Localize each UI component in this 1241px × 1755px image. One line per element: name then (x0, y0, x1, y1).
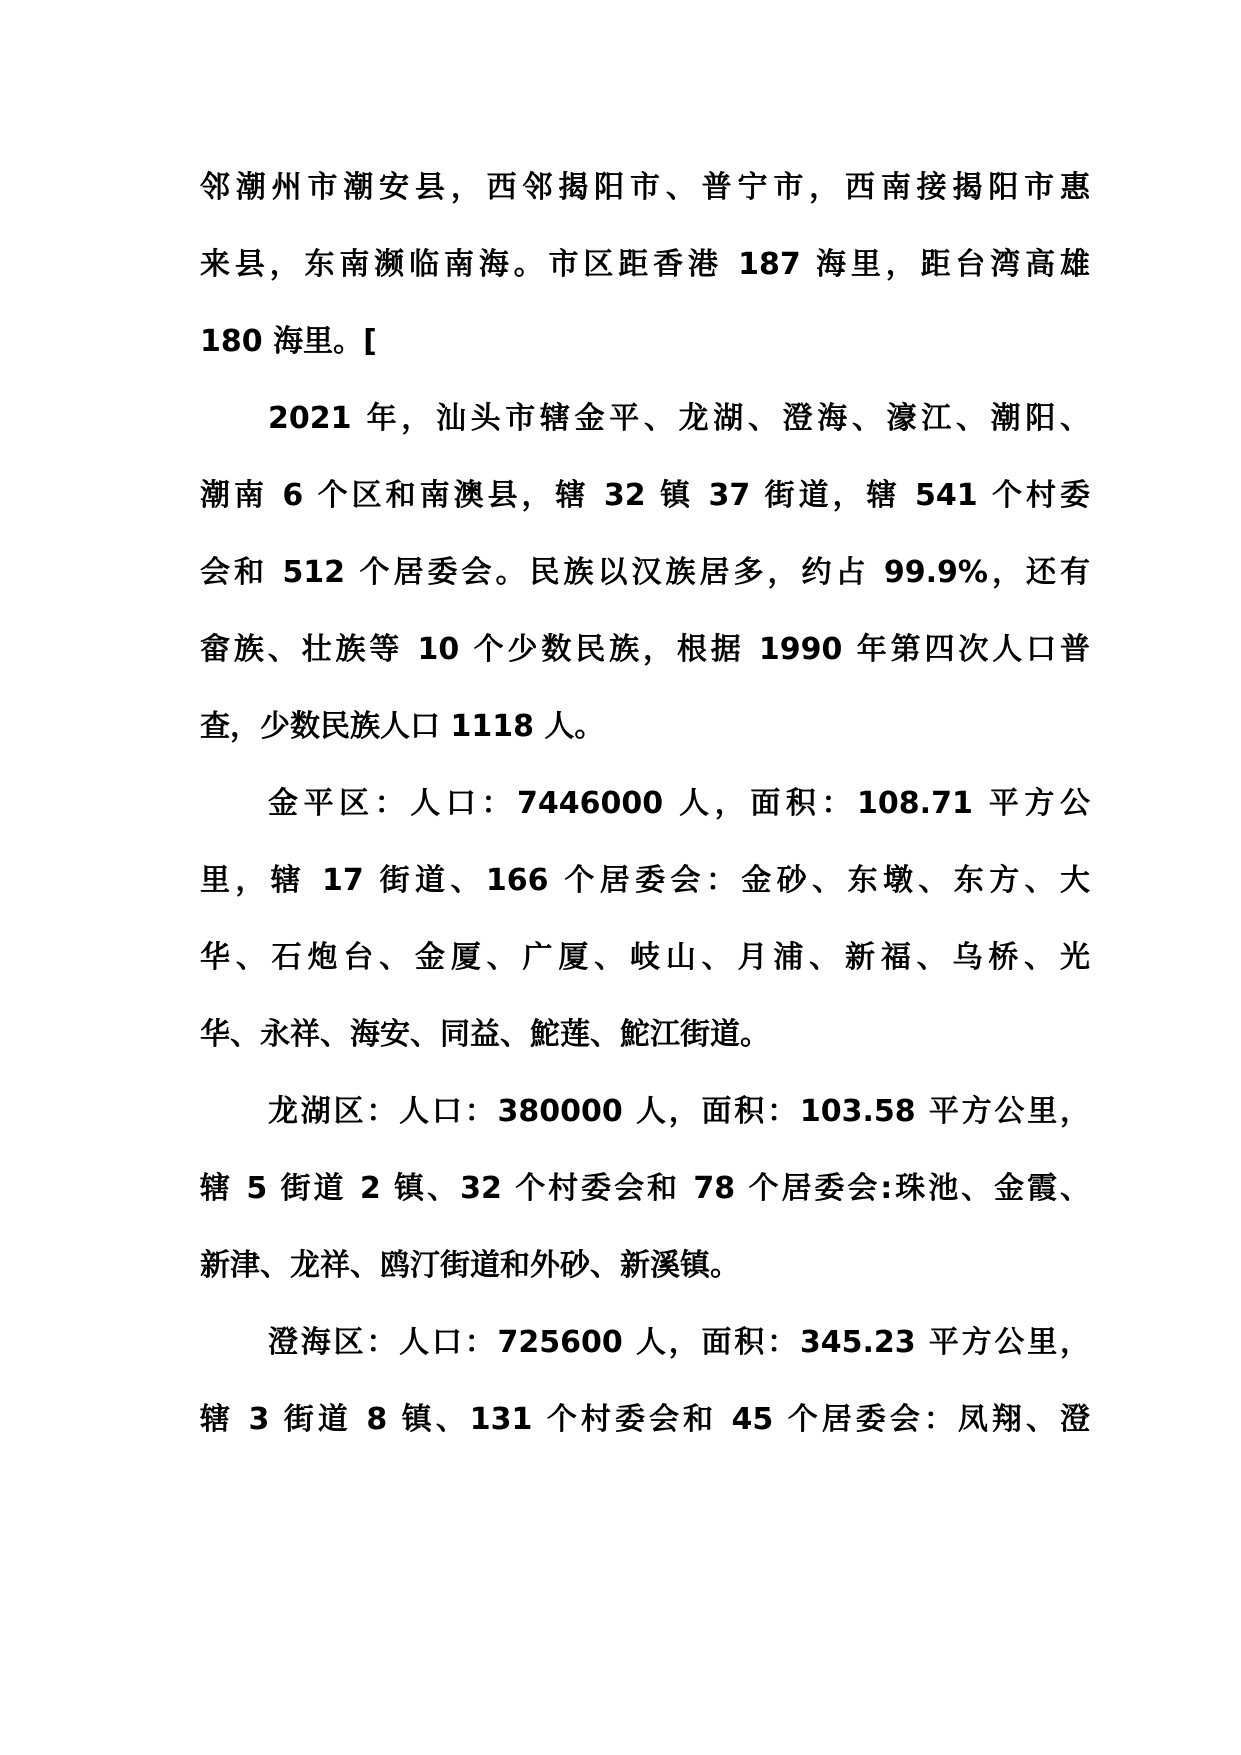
text-line: 辖 3 街道 8 镇、131 个村委会和 45 个居委会：凤翔、澄 (200, 1402, 1090, 1437)
text-line: 澄海区：人口：725600 人，面积：345.23 平方公里， (268, 1325, 1090, 1360)
text-line: 辖 5 街道 2 镇、32 个村委会和 78 个居委会:珠池、金霞、 (200, 1171, 1090, 1206)
text-line: 新津、龙祥、鸥汀街道和外砂、新溪镇。 (200, 1248, 740, 1283)
text-line: 潮南 6 个区和南澳县，辖 32 镇 37 街道，辖 541 个村委 (200, 478, 1090, 513)
text-line: 华、永祥、海安、同益、鮀莲、鮀江街道。 (200, 1017, 770, 1052)
text-line: 邻潮州市潮安县，西邻揭阳市、普宁市，西南接揭阳市惠 (200, 170, 1090, 205)
text-line: 来县，东南濒临南海。市区距香港 187 海里，距台湾高雄 (200, 247, 1090, 282)
text-line: 180 海里。[ (200, 324, 377, 359)
text-line: 会和 512 个居委会。民族以汉族居多，约占 99.9%，还有 (200, 555, 1090, 590)
text-line: 龙湖区：人口：380000 人，面积：103.58 平方公里， (268, 1094, 1090, 1129)
text-line: 里，辖 17 街道、166 个居委会：金砂、东墩、东方、大 (200, 863, 1090, 898)
text-line: 查，少数民族人口 1118 人。 (200, 709, 605, 744)
text-line: 金平区：人口：7446000 人，面积：108.71 平方公 (268, 786, 1090, 821)
text-line: 2021 年，汕头市辖金平、龙湖、澄海、濠江、潮阳、 (268, 401, 1090, 436)
text-line: 畲族、壮族等 10 个少数民族，根据 1990 年第四次人口普 (200, 632, 1090, 667)
text-line: 华、石炮台、金厦、广厦、岐山、月浦、新福、乌桥、光 (200, 940, 1090, 975)
